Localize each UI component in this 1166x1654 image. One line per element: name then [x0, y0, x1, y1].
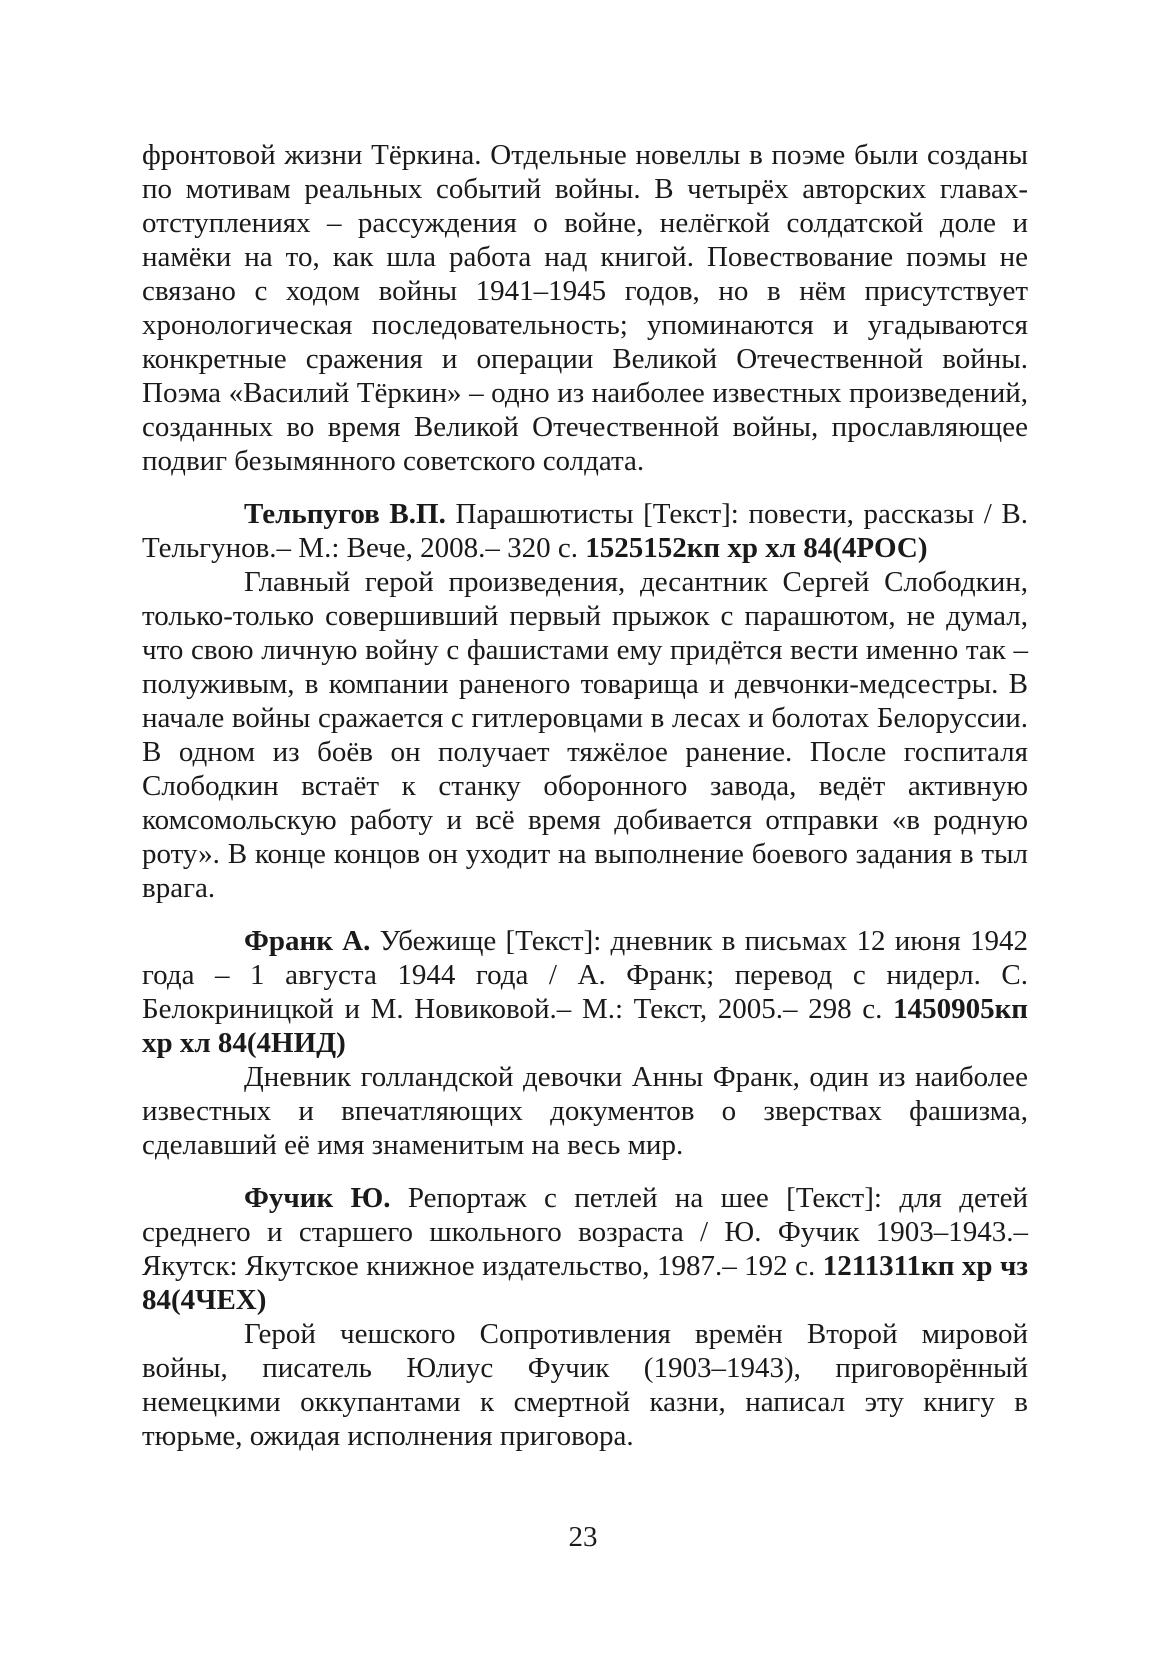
entry-annotation: Дневник голландской девочки Анны Франк, один из наиболее известных и впечатляющих документов о зверствах фашизма, сделавший её имя знаменитым на весь мир. — [142, 1061, 1028, 1161]
page-number: 23 — [568, 1521, 598, 1553]
entry-shelf-mark: 1525152кп хр хл 84(4РОС) — [585, 532, 928, 564]
entry-shelf-mark: 1450905кп хр хл 84(4НИД) — [142, 993, 1028, 1059]
document-page — [142, 138, 1028, 1453]
entry-citation — [142, 924, 1028, 1060]
entry-citation — [142, 497, 1028, 565]
entry-author: Франк А. — [244, 925, 371, 957]
entry-citation-text: Убежище [Текст]: дневник в письмах 12 июня 1942 года – 1 августа 1944 года / А. Франк; перевод с нидерл. С. Белокриницкой и М. Новиковой.– М.: Текст, 2005.– 298 с. — [142, 925, 1028, 1025]
entry-citation — [142, 1181, 1028, 1317]
entry-citation-text: Парашютисты [Текст]: повести, рассказы / В. Тельгунов.– М.: Вече, 2008.– 320 с. — [142, 498, 1028, 564]
entry-annotation: Главный герой произведения, десантник Сергей Слободкин, только-только совершивший первый прыжок с парашютом, не думал, что свою личную войну с фашистами ему придётся вести именно так – полуживым, в компании раненого товарища и девчонки-медсестры. В начале войны сражается с гитлеровцами в лесах и болотах Белоруссии. В одном из боёв он получает тяжёлое ранение. После госпиталя Слободкин встаёт к станку оборонного завода, ведёт активную комсомольскую работу и всё время добивается отправки «в родную роту». В конце концов он уходит на выполнение боевого задания в тыл врага. — [142, 566, 1028, 904]
entry-shelf-mark: 1211311кп хр чз 84(4ЧЕХ) — [142, 1250, 1028, 1316]
entry-author: Тельпугов В.П. — [244, 498, 446, 530]
entry-citation-text: Репортаж с петлей на шее [Текст]: для детей среднего и старшего школьного возраста / Ю. Фучик 1903–1943.– Якутск: Якутское книжное издательство, 1987.– 192 с. — [142, 1182, 1028, 1282]
entry-author: Фучик Ю. — [244, 1182, 391, 1214]
intro-paragraph: фронтовой жизни Тёркина. Отдельные новеллы в поэме были созданы по мотивам реальных событий войны. В четырёх авторских главах-отступлениях – рассуждения о войне, нелёгкой солдатской доле и намёки на то, как шла работа над книгой. Повествование поэмы не связано с ходом войны 1941–1945 годов, но в нём присутствует хронологическая последовательность; упоминаются и угадываются конкретные сражения и операции Великой Отечественной войны. Поэма «Василий Тёркин» – одно из наиболее известных произведений, созданных во время Великой Отечественной войны, прославляющее подвиг безымянного советского солдата. — [142, 139, 1028, 477]
bibliography-entry-telpugov — [142, 497, 1028, 905]
entry-annotation: Герой чешского Сопротивления времён Второй мировой войны, писатель Юлиус Фучик (1903–1943), приговорённый немецкими оккупантами к смертной казни, написал эту книгу в тюрьме, ожидая исполнения приговора. — [142, 1318, 1028, 1452]
bibliography-entry-fucik — [142, 1181, 1028, 1453]
bibliography-entry-frank — [142, 924, 1028, 1162]
